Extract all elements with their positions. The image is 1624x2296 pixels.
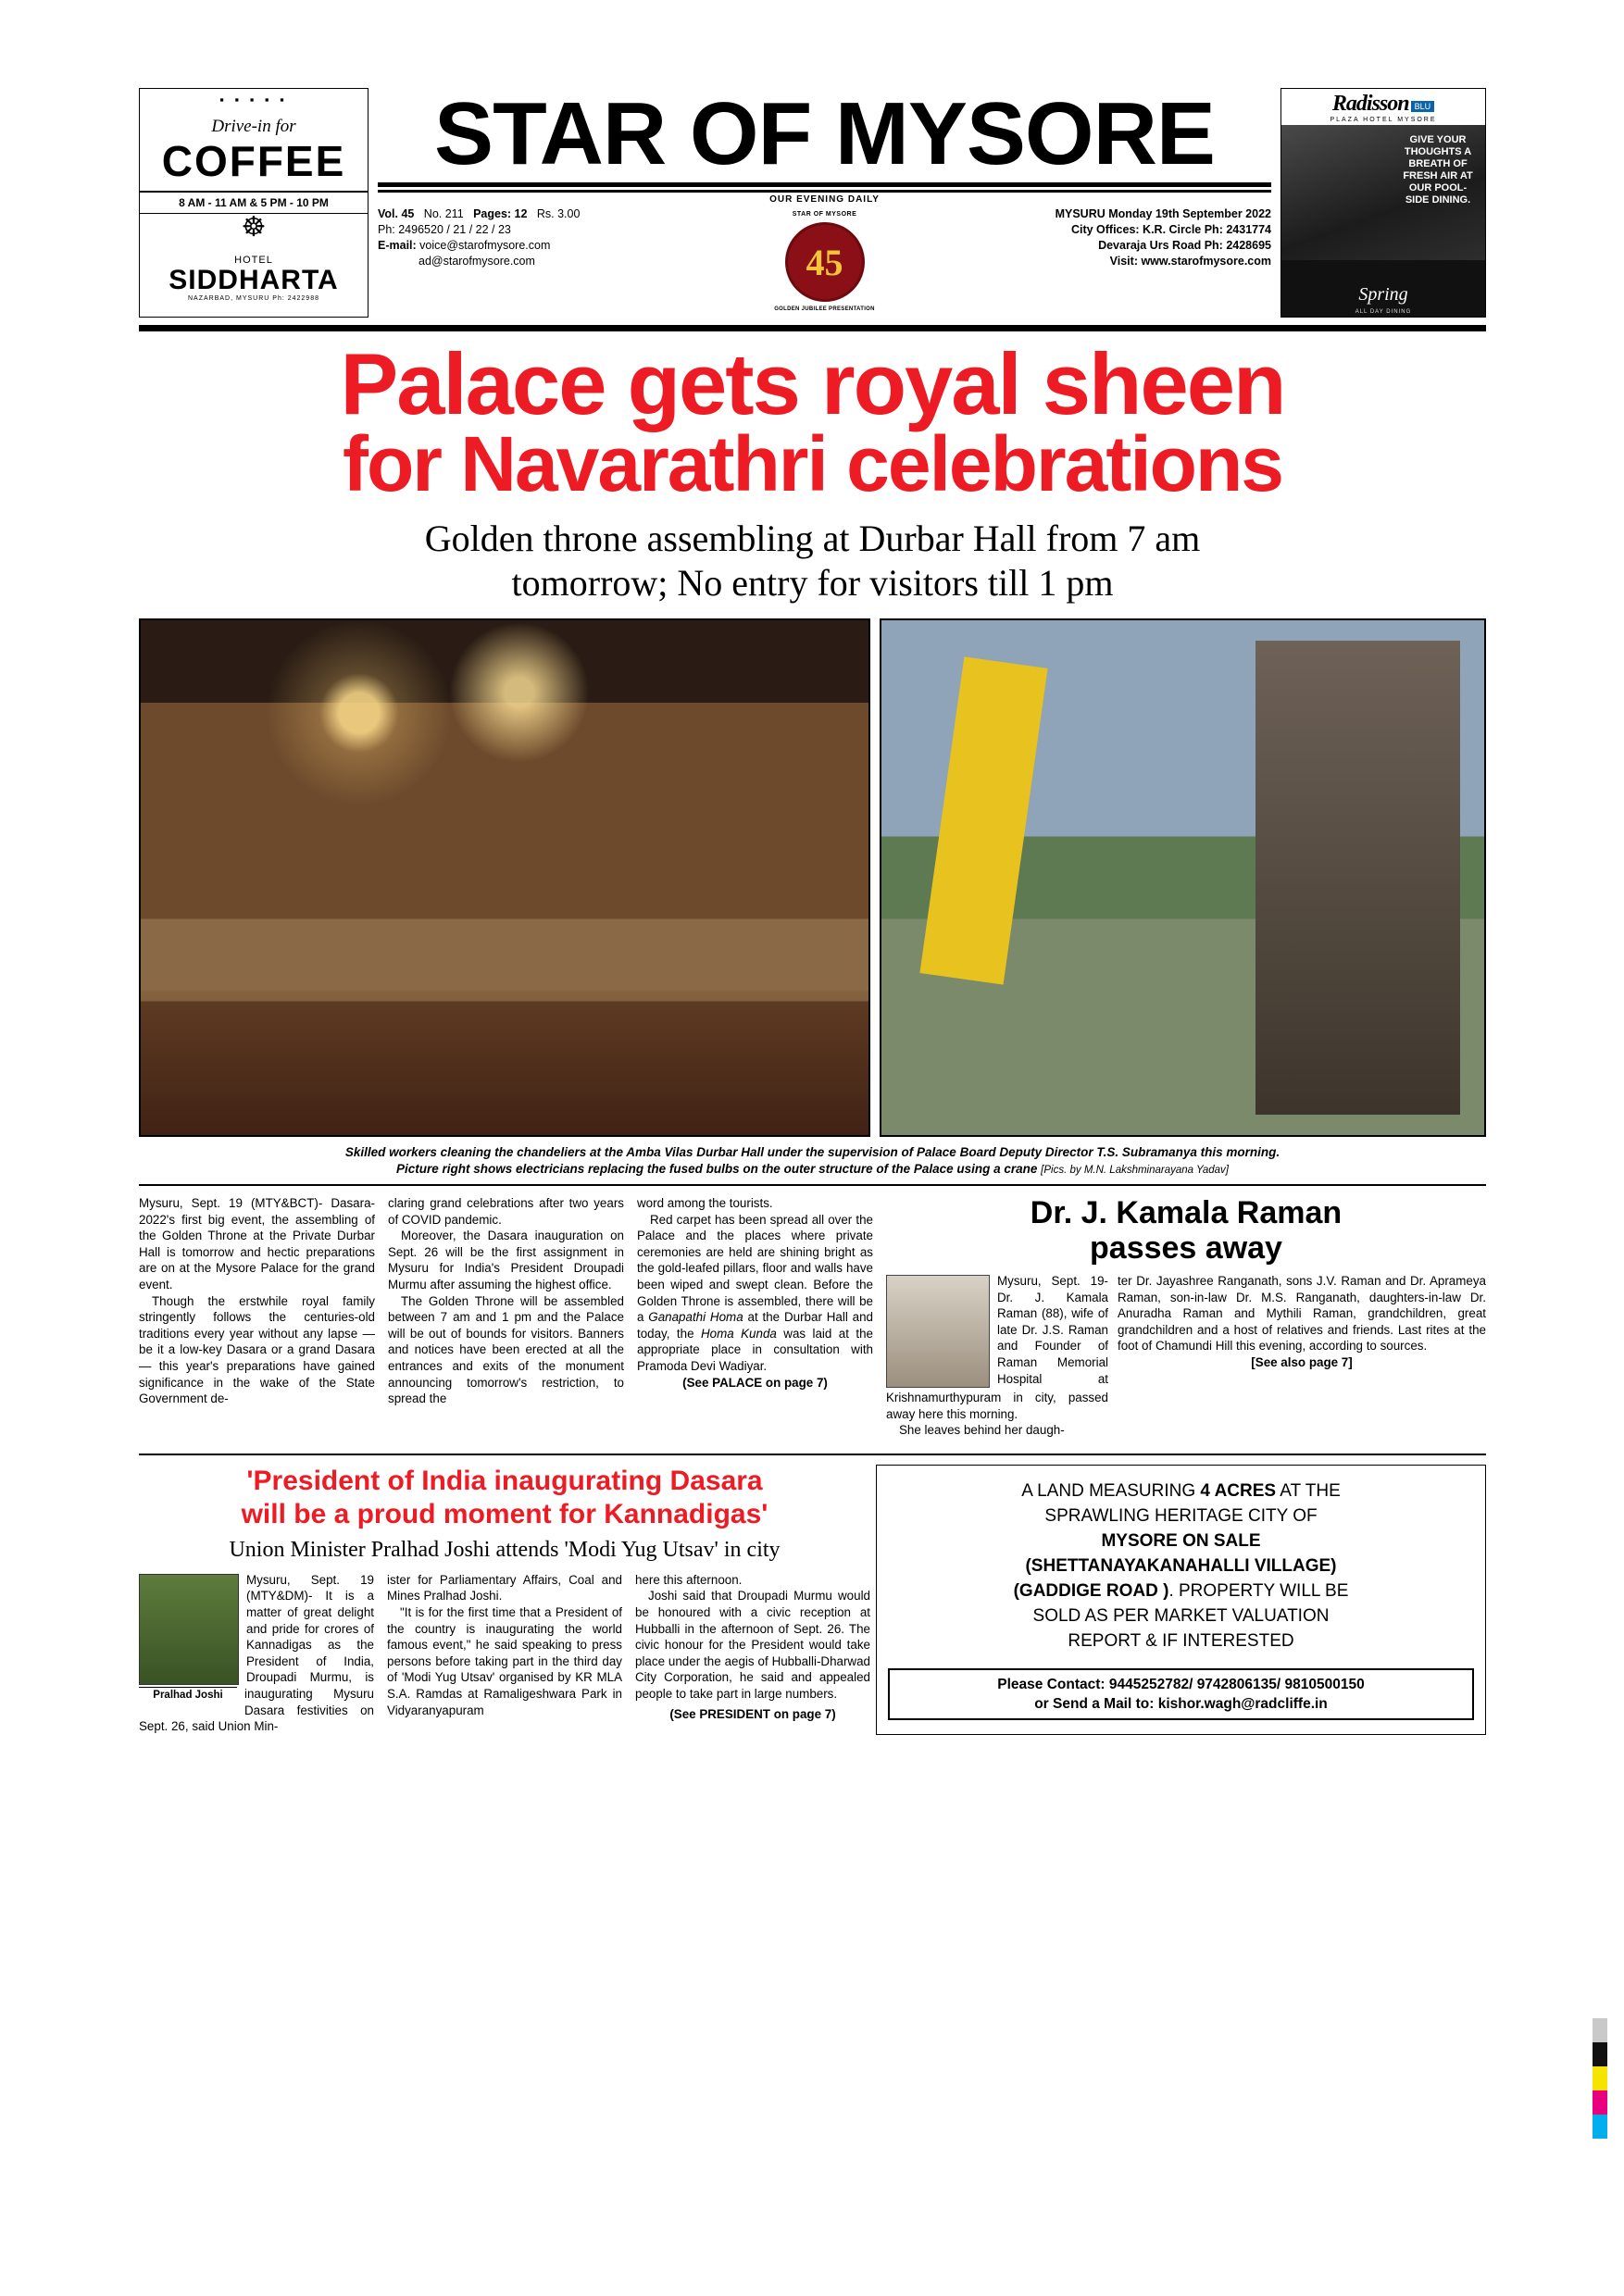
lead-column-1 [139,1195,388,1439]
story2-columns [139,1572,870,1735]
lead-headline-line-2: for Navarathri celebrations [342,420,1283,507]
lower-section [139,1465,1486,1735]
lead-headline-line-1: Palace gets royal sheen [340,335,1285,432]
masthead-phone: Ph: 2496520 / 21 / 22 / 23 [378,223,511,236]
section-divider [139,1454,1486,1455]
masthead-tagline: OUR EVENING DAILY [769,194,880,205]
masthead-email-1[interactable]: voice@starofmysore.com [419,239,551,252]
lead-c3-italic-2: Homa Kunda [700,1326,777,1341]
masthead-info-right [878,206,1271,269]
lead-c1-p2: Though the erstwhile royal family stringently follows the centuries-old traditions every year without any lapse — be it a low-key Dasara or a grand Dasara — this year's preparations have gained significance in the wake of the State Government de- [139,1293,375,1406]
masthead-price: Rs. 3.00 [536,207,581,220]
ad-land-acres: 4 ACRES [1200,1480,1277,1501]
obituary-see-also-link[interactable]: [See also page 7] [1251,1354,1353,1369]
obituary-column-right [1118,1273,1486,1439]
masthead-no: No. 211 [423,207,464,220]
ad-land-line-1 [888,1479,1474,1504]
ad-radisson-subtitle: PLAZA HOTEL MYSORE [1330,117,1437,123]
lead-see-palace-link[interactable]: (See PALACE on page 7) [682,1375,828,1390]
buddha-icon: ☸ [241,212,267,243]
story2-column-2 [387,1572,635,1735]
lead-c2-p3: The Golden Throne will be assembled between 7 am and 1 pm and the Palace will be out of bounds for visitors. Banners and notices have been erected at all the entrances and exits of the monument announcing tomorrow's restriction, to spread the [388,1293,624,1406]
obituary-column-left [886,1273,1108,1439]
lead-subhead-line-2: tomorrow; No entry for visitors till 1 pm [511,562,1114,604]
obituary-text-1: Mysuru, Sept. 19- Dr. J. Kamala Raman (88), wife of late Dr. J.S. Raman and Founder of Raman Memorial Hospital at Krishnamurthypuram in city, passed away here this morning. [886,1274,1108,1421]
ad-land-line-7: REPORT & IF INTERESTED [1068,1630,1294,1651]
caption-line-2: Picture right shows electricians replacing the fused bulbs on the outer structure of the Palace using a crane [395,1162,1038,1176]
emblem-top-text: STAR OF MYSORE [792,211,857,218]
story2-c1-text: Mysuru, Sept. 19 (MTY&DM)- It is a matter of great delight and pride for crores of Kannadigas as the President of India, Droupadi Murmu, is inaugurating Mysuru Dasara festivities on Sept. 26, said Union Min- [139,1572,374,1734]
caption-credit: [Pics. by M.N. Lakshminarayana Yadav] [1041,1165,1230,1176]
ad-hotel-address: NAZARBAD, MYSURU Ph: 2422988 [188,295,319,302]
obituary-title-line-1: Dr. J. Kamala Raman [1030,1195,1343,1230]
masthead-rule [378,190,1271,193]
registration-color-marks [1593,2018,1607,2139]
ad-coffee-drivein-label: Drive-in for [211,117,296,136]
lead-body-grid [139,1195,1486,1439]
story2-headline [139,1465,870,1531]
story2-subhead: Union Minister Pralhad Joshi attends 'Modi Yug Utsav' in city [229,1537,781,1562]
story2-column-3 [635,1572,870,1735]
ad-land-contact-box[interactable] [888,1668,1474,1720]
story2-c3-p2: Joshi said that Droupadi Murmu would be honoured with a civic reception at Hubballi in the afternoon of Sept. 26. The civic honour for the President would take place under the aegis of Hubballi-Dharwad City Corporation, he said and appealed people to take part in large numbers. [635,1589,870,1701]
ad-coffee-title: COFFEE [161,137,346,185]
photo-kamala-raman [886,1275,990,1388]
lead-photo-caption [139,1144,1486,1179]
story2-c2-p2: "It is for the first time that a President of the country is inaugurating the world famous event," he said speaking to press persons before taking part in the third day of 'Modi Yug Utsav' organised by KR MLA S.A. Ramdas at Ramaligeshwara Park in Vidyaranyapuram [387,1604,622,1717]
masthead-website[interactable]: Visit: www.starofmysore.com [1109,255,1271,268]
masthead-city-offices: City Offices: K.R. Circle Ph: 2431774 [1070,223,1271,236]
reg-mark-yellow [1593,2066,1607,2090]
story2-headline-line-2: will be a proud moment for Kannadigas' [241,1498,768,1529]
reg-mark-black [1593,2042,1607,2066]
masthead-vol: Vol. 45 [378,207,415,220]
obituary-block [886,1195,1486,1439]
story2-column-1 [139,1572,387,1735]
ad-land-line-3: MYSORE ON SALE [1101,1530,1261,1551]
reg-mark-cyan [1593,2115,1607,2139]
ad-radisson-header [1281,89,1485,125]
ad-coffee-siddharta[interactable] [139,88,369,318]
ad-land-for-sale[interactable] [876,1465,1486,1735]
lead-c3-p1: word among the tourists. [637,1196,773,1210]
lead-c1-p1: Mysuru, Sept. 19 (MTY&BCT)- Dasara-2022's first big event, the assembling of the Golden Throne at the Private Durbar Hall is tomorrow and hectic preparations are on at the Mysore Palace for the grand event. [139,1196,375,1292]
story2-c2-p1: ister for Parliamentary Affairs, Coal and Mines Pralhad Joshi. [387,1572,622,1603]
lead-column-2 [388,1195,637,1439]
lead-headline [139,335,1486,507]
lead-c2-p2: Moreover, the Dasara inauguration on Sept. 26 will be the first assignment in Mysuru for India's President Droupadi Murmu after assuming the highest office. [388,1229,624,1292]
story2-headline-line-1: 'President of India inaugurating Dasara [246,1465,763,1496]
photo-pralhad-joshi-caption: Pralhad Joshi [139,1687,237,1704]
masthead-email-label: E-mail: [378,239,417,252]
photo-pralhad-joshi [139,1574,239,1685]
reg-mark-grey [1593,2018,1607,2042]
obituary-title-line-2: passes away [1090,1230,1282,1266]
masthead [139,84,1486,318]
lead-c3-italic-1: Ganapathi Homa [648,1310,743,1325]
masthead-center [369,84,1280,318]
story2-see-president-link[interactable]: (See PRESIDENT on page 7) [669,1706,836,1721]
ad-land-line-5b: . PROPERTY WILL BE [1168,1580,1349,1601]
ad-land-line-1c: AT THE [1276,1480,1341,1501]
masthead-pages: Pages: 12 [473,207,528,220]
ad-land-line-6: SOLD AS PER MARKET VALUATION [1032,1605,1330,1626]
obituary-title [886,1195,1486,1266]
emblem-bottom-text: GOLDEN JUBILEE PRESENTATION [774,306,875,312]
ad-radisson-outlet: Spring [1358,284,1408,305]
masthead-infobar [378,206,1271,318]
golden-jubilee-emblem [773,206,877,318]
ad-land-line-4: (SHETTANAYAKANAHALLI VILLAGE) [1025,1555,1337,1576]
ad-radisson-badge: BLU [1411,101,1435,112]
ad-radisson-image [1281,125,1485,260]
lead-c3-p2-b: at the Durbar Hall and today, the [637,1310,873,1341]
story-president-dasara [139,1465,870,1735]
lead-c3-p2-a: Red carpet has been spread all over the Palace and the places where private ceremonies are held are shining bright as the gold-leafed pillars, floor and walls have been wiped and swept clean. Before the Golden Throne is assembled, there will be a [637,1212,873,1325]
ad-radisson-outlet-sub: ALL DAY DINING [1355,309,1412,315]
photo-durbar-hall-chandeliers [139,618,870,1137]
ad-land-line-5 [888,1578,1474,1603]
obituary-text-2: She leaves behind her daugh- [899,1423,1065,1438]
ad-radisson-promo: GIVE YOUR THOUGHTS A BREATH OF FRESH AIR AT OUR POOL-SIDE DINING. [1403,134,1473,206]
masthead-info-left [378,206,771,269]
ad-coffee-hours: 8 AM - 11 AM & 5 PM - 10 PM [140,191,368,214]
masthead-bottom-rule [139,325,1486,331]
ad-radisson-blu[interactable] [1280,88,1486,318]
photo-crane-bulb-replacement [880,618,1486,1137]
masthead-place-date: MYSURU Monday 19th September 2022 [1055,207,1271,220]
reg-mark-magenta [1593,2090,1607,2115]
ad-land-line-1a: A LAND MEASURING [1021,1480,1201,1501]
obituary-body [886,1273,1486,1439]
lead-subhead-line-1: Golden throne assembling at Durbar Hall from 7 am [424,518,1201,559]
lead-subhead [139,517,1486,605]
obituary-text-3: ter Dr. Jayashree Ranganath, sons J.V. Raman and Dr. Aprameya Raman, son-in-law Dr. M.S. Ranganath, daughters-in-law Dr. Anuradha Raman and Mythili Raman, grandchildren, great grandchildren and a host of relatives and friends. Last rites at the foot of Chamundi Hill this evening, according to sources. [1118,1274,1486,1354]
lead-column-3 [637,1195,886,1439]
ad-hotel-word: HOTEL [234,255,273,266]
ad-land-line-2: SPRAWLING HERITAGE CITY OF [1044,1505,1318,1526]
ad-land-contact-phones[interactable]: Please Contact: 9445252782/ 9742806135/ 9810500150 [997,1676,1365,1692]
decorative-dots: ▪ ▪ ▪ ▪ ▪ [219,93,288,106]
masthead-office-2: Devaraja Urs Road Ph: 2428695 [1098,239,1271,252]
page-title: STAR OF MYSORE [378,88,1271,187]
lead-photo-row [139,618,1486,1137]
ad-radisson-brand: Radisson [1331,92,1409,116]
ad-hotel-name: SIDDHARTA [169,265,339,295]
caption-line-1: Skilled workers cleaning the chandeliers at the Amba Vilas Durbar Hall under the supervision of Palace Board Deputy Director T.S. Subramanya this morning. [344,1145,1280,1159]
emblem-number: 45 [785,222,865,302]
ad-land-line-5a: (GADDIGE ROAD ) [1013,1580,1169,1601]
caption-rule [139,1184,1486,1186]
page-sheet [139,84,1486,1735]
lead-c3-p2 [637,1212,873,1375]
story2-c3-p1: here this afternoon. [635,1572,743,1587]
masthead-email-2[interactable]: ad@starofmysore.com [418,255,535,268]
lead-c3-p2-c: was laid at the appropriate place in consultation with Pramoda Devi Wadiyar. [637,1326,873,1373]
ad-land-contact-email[interactable]: or Send a Mail to: kishor.wagh@radcliffe.in [1034,1695,1328,1712]
lead-c2-p1: claring grand celebrations after two years of COVID pandemic. [388,1196,624,1227]
